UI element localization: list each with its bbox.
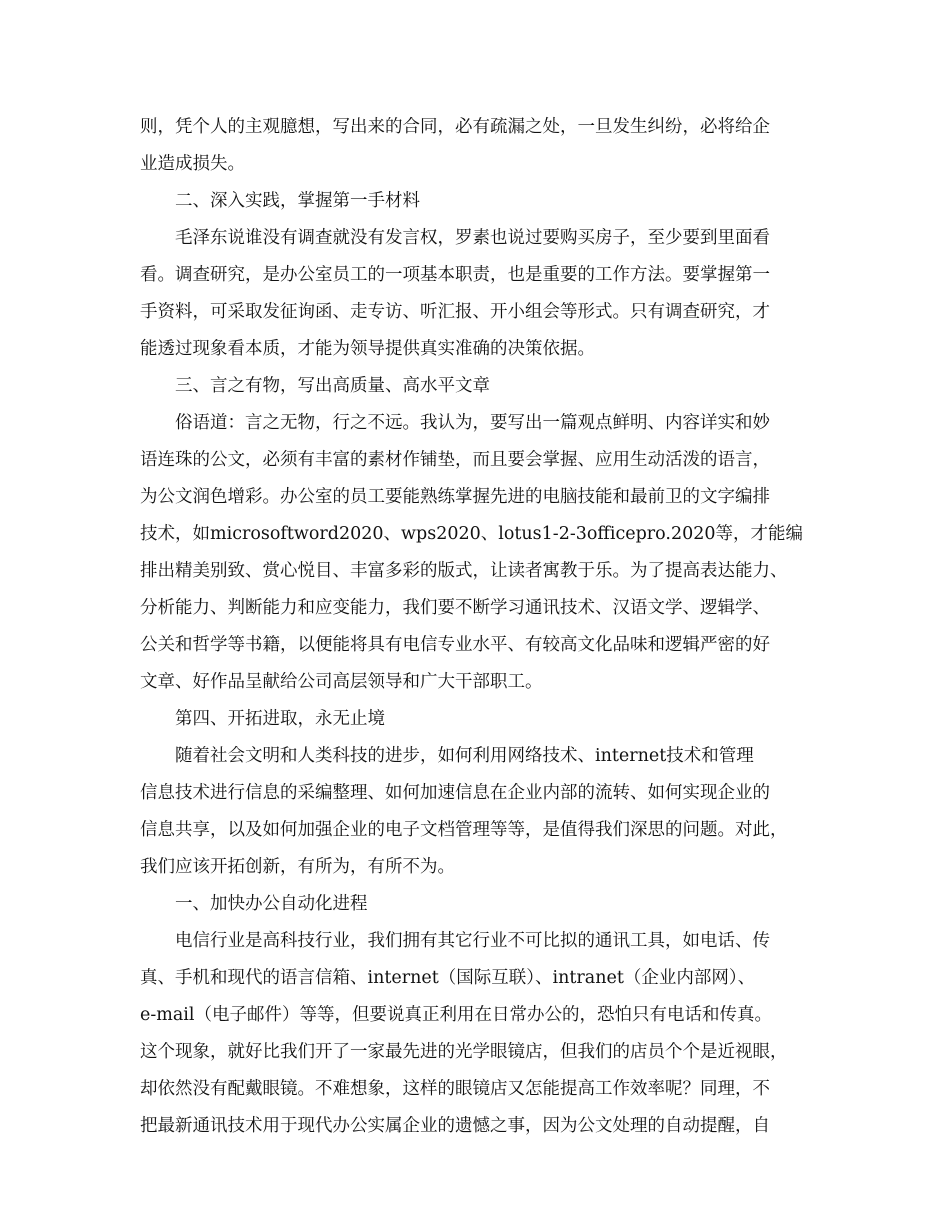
text-line: 为公文润色增彩。办公室的员工要能熟练掌握先进的电脑技能和最前卫的文字编排: [140, 487, 770, 507]
text-line: e-mail（电子邮件）等等，但要说真正利用在日常办公的，恐怕只有电话和传真。: [140, 1005, 772, 1025]
text-line: 信息共享，以及如何加强企业的电子文档管理等等，是值得我们深思的问题。对此，: [140, 820, 788, 840]
text-line: 真、手机和现代的语言信箱、internet（国际互联）、intranet（企业内部网）、: [140, 968, 756, 988]
text-line: 文章、好作品呈献给公司高层领导和广大干部职工。: [140, 672, 543, 692]
text-line: 这个现象，就好比我们开了一家最先进的光学眼镜店，但我们的店员个个是近视眼，: [140, 1042, 788, 1062]
text-line: 业造成损失。: [140, 154, 245, 174]
text-line: 语连珠的公文，必须有丰富的素材作铺垫，而且要会掌握、应用生动活泼的语言，: [140, 450, 770, 470]
text-line: 看。调查研究，是办公室员工的一项基本职责，也是重要的工作方法。要掌握第一: [140, 265, 770, 285]
section-heading: 一、加快办公自动化进程: [175, 894, 368, 914]
text-line: 分析能力、判断能力和应变能力，我们要不断学习通讯技术、汉语文学、逻辑学、: [140, 598, 770, 618]
text-line: 排出精美别致、赏心悦目、丰富多彩的版式，让读者寓教于乐。为了提高表达能力、: [140, 561, 788, 581]
text-line: 技术，如microsoftword2020、wps2020、lotus1-2-3officepro.2020等，才能编: [140, 524, 803, 544]
text-line: 却依然没有配戴眼镜。不难想象，这样的眼镜店又怎能提高工作效率呢？同理，不: [140, 1079, 770, 1099]
text-line: 能透过现象看本质，才能为领导提供真实准确的决策依据。: [140, 339, 595, 359]
section-heading: 三、言之有物，写出高质量、高水平文章: [175, 376, 490, 396]
text-line: 则，凭个人的主观臆想，写出来的合同，必有疏漏之处，一旦发生纠纷，必将给企: [140, 117, 770, 137]
section-heading: 第四、开拓进取，永无止境: [175, 709, 385, 729]
text-line: 随着社会文明和人类科技的进步，如何利用网络技术、internet技术和管理: [175, 746, 754, 766]
text-line: 信息技术进行信息的采编整理、如何加速信息在企业内部的流转、如何实现企业的: [140, 783, 770, 803]
text-line: 毛泽东说谁没有调查就没有发言权，罗素也说过要购买房子，至少要到里面看: [175, 228, 770, 248]
text-line: 俗语道：言之无物，行之不远。我认为，要写出一篇观点鲜明、内容详实和妙: [175, 413, 770, 433]
section-heading: 二、深入实践，掌握第一手材料: [175, 191, 420, 211]
text-line: 把最新通讯技术用于现代办公实属企业的遗憾之事，因为公文处理的自动提醒，自: [140, 1116, 770, 1136]
text-line: 手资料，可采取发征询函、走专访、听汇报、开小组会等形式。只有调查研究，才: [140, 302, 770, 322]
text-line: 电信行业是高科技行业，我们拥有其它行业不可比拟的通讯工具，如电话、传: [175, 931, 770, 951]
text-line: 我们应该开拓创新，有所为，有所不为。: [140, 857, 455, 877]
text-line: 公关和哲学等书籍，以便能将具有电信专业水平、有较高文化品味和逻辑严密的好: [140, 635, 770, 655]
